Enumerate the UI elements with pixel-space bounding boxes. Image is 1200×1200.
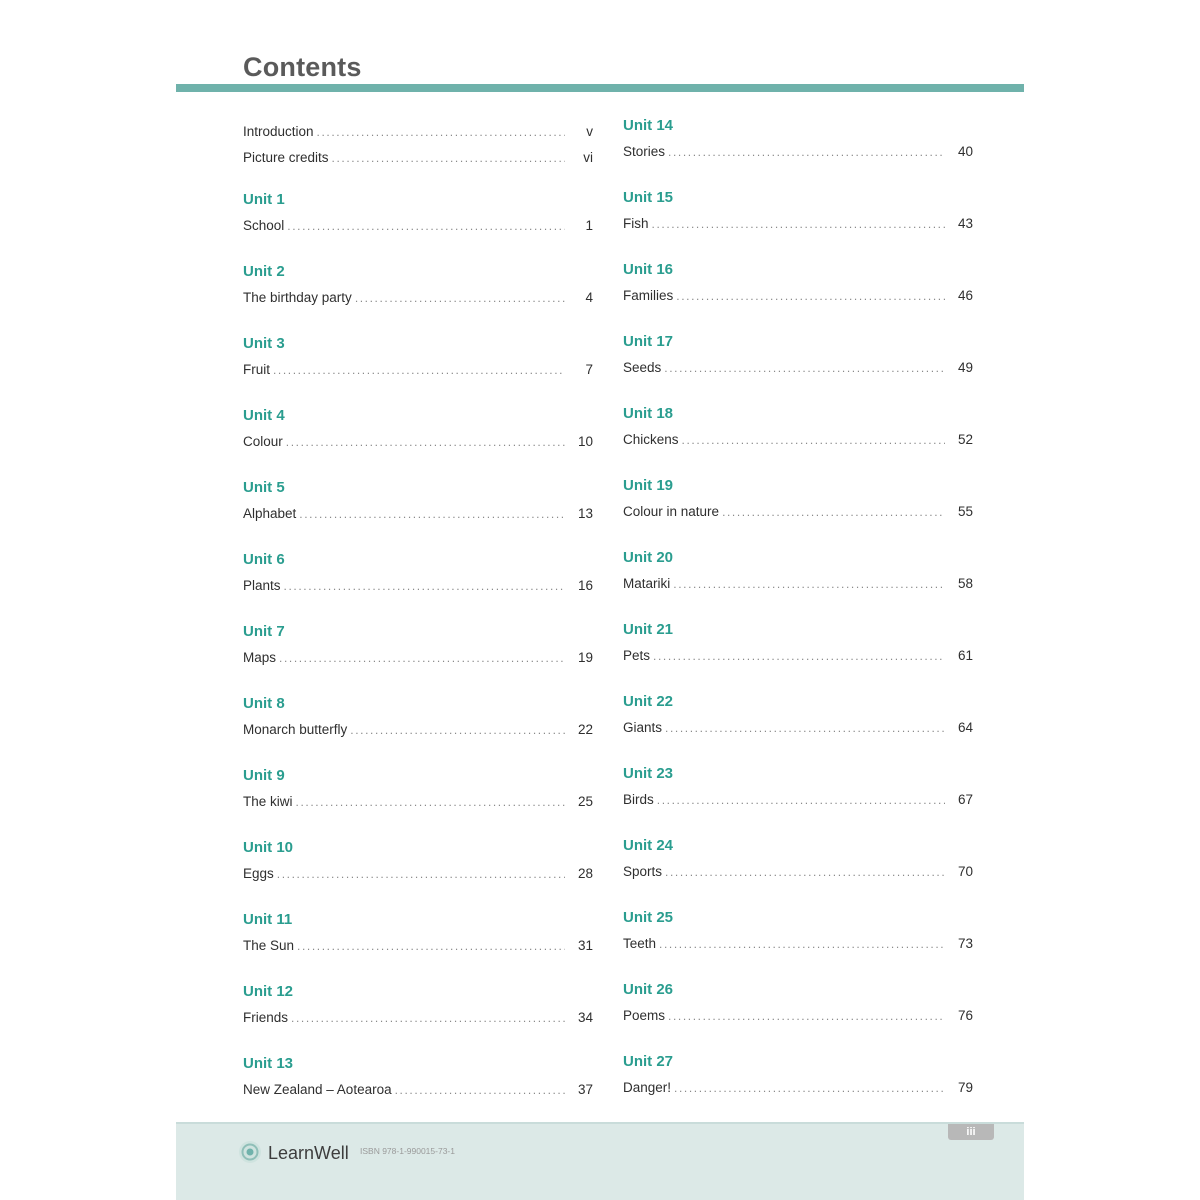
title-rule [176, 84, 1024, 92]
front-matter-entry[interactable] [243, 145, 593, 171]
entry-title: Picture credits [243, 150, 329, 165]
entry-page-number: 79 [957, 1080, 973, 1095]
contents-entry[interactable] [623, 787, 973, 813]
dot-leader [296, 789, 565, 815]
unit-heading: Unit 9 [243, 767, 285, 784]
dot-leader [350, 717, 565, 743]
entry-page-number: vi [583, 150, 593, 165]
unit-block [623, 761, 973, 813]
contents-entry[interactable] [243, 1005, 593, 1031]
contents-entry[interactable] [243, 213, 593, 239]
entry-title: Poems [623, 1008, 666, 1023]
entry-page-number: 52 [957, 432, 973, 447]
dot-leader [653, 643, 945, 669]
unit-block [243, 619, 593, 671]
entry-title: The birthday party [243, 290, 352, 305]
entry-title: The Sun [243, 938, 295, 953]
contents-entry[interactable] [623, 643, 973, 669]
entry-page-number: 61 [957, 648, 973, 663]
unit-heading: Unit 21 [623, 621, 674, 638]
unit-heading: Unit 22 [623, 693, 674, 710]
unit-block [623, 329, 973, 381]
unit-block [243, 259, 593, 311]
page-number-tab: iii [948, 1124, 994, 1140]
unit-block [243, 331, 593, 383]
page-title: Contents [243, 52, 362, 82]
entry-title: The kiwi [243, 794, 293, 809]
unit-block [623, 1049, 973, 1101]
entry-page-number: 37 [577, 1082, 593, 1097]
dot-leader [395, 1077, 565, 1103]
entry-title: Monarch butterfly [243, 722, 348, 737]
unit-heading: Unit 15 [623, 189, 674, 206]
contents-entry[interactable] [623, 427, 973, 453]
unit-block [243, 763, 593, 815]
unit-block [623, 113, 973, 165]
dot-leader [317, 119, 565, 145]
unit-heading: Unit 19 [623, 477, 674, 494]
unit-block [623, 977, 973, 1029]
dot-leader [299, 501, 565, 527]
unit-heading: Unit 18 [623, 405, 674, 422]
unit-block [623, 473, 973, 525]
contents-entry[interactable] [243, 429, 593, 455]
unit-block [243, 475, 593, 527]
unit-block [243, 187, 593, 239]
entry-title: Fish [623, 216, 649, 231]
entry-title: Colour in nature [623, 504, 720, 519]
unit-block [623, 905, 973, 957]
dot-leader [673, 571, 945, 597]
entry-page-number: 76 [957, 1008, 973, 1023]
unit-block [623, 185, 973, 237]
dot-leader [674, 1075, 945, 1101]
entry-page-number: 25 [577, 794, 593, 809]
entry-title: Alphabet [243, 506, 297, 521]
unit-heading: Unit 16 [623, 261, 674, 278]
front-matter-entry[interactable] [243, 119, 593, 145]
entry-page-number: 4 [585, 290, 593, 305]
unit-heading: Unit 1 [243, 191, 285, 208]
entry-page-number: 64 [957, 720, 973, 735]
unit-heading: Unit 12 [243, 983, 294, 1000]
unit-heading: Unit 26 [623, 981, 674, 998]
dot-leader [722, 499, 945, 525]
contents-entry[interactable] [623, 283, 973, 309]
contents-entry[interactable] [243, 501, 593, 527]
dot-leader [284, 573, 565, 599]
unit-block [623, 545, 973, 597]
contents-entry[interactable] [623, 1003, 973, 1029]
unit-block [243, 403, 593, 455]
unit-heading: Unit 13 [243, 1055, 294, 1072]
entry-page-number: 58 [957, 576, 973, 591]
dot-leader [657, 787, 945, 813]
entry-page-number: 55 [957, 504, 973, 519]
contents-entry[interactable] [243, 573, 593, 599]
contents-entry[interactable] [243, 645, 593, 671]
dot-leader [287, 213, 565, 239]
dot-leader [665, 859, 945, 885]
unit-block [243, 907, 593, 959]
entry-title: Chickens [623, 432, 679, 447]
entry-page-number: 43 [957, 216, 973, 231]
unit-block [623, 617, 973, 669]
contents-entry[interactable] [243, 1077, 593, 1103]
dot-leader [297, 933, 565, 959]
unit-heading: Unit 4 [243, 407, 285, 424]
unit-block [243, 547, 593, 599]
entry-title: Giants [623, 720, 663, 735]
isbn-text: ISBN 978-1-990015-73-1 [360, 1146, 455, 1156]
dot-leader [332, 145, 565, 171]
unit-block [623, 833, 973, 885]
entry-title: Matariki [623, 576, 671, 591]
contents-entry[interactable] [243, 357, 593, 383]
entry-page-number: 31 [577, 938, 593, 953]
unit-block [623, 689, 973, 741]
dot-leader [652, 211, 945, 237]
entry-page-number: 1 [585, 218, 593, 233]
entry-page-number: 49 [957, 360, 973, 375]
unit-heading: Unit 6 [243, 551, 285, 568]
dot-leader [668, 139, 945, 165]
contents-entry[interactable] [623, 139, 973, 165]
unit-heading: Unit 20 [623, 549, 674, 566]
dot-leader [668, 1003, 945, 1029]
contents-entry[interactable] [623, 355, 973, 381]
unit-heading: Unit 11 [243, 911, 293, 928]
contents-entry[interactable] [243, 933, 593, 959]
dot-leader [286, 429, 565, 455]
unit-heading: Unit 7 [243, 623, 285, 640]
unit-heading: Unit 14 [623, 117, 674, 134]
dot-leader [355, 285, 565, 311]
entry-page-number: 22 [577, 722, 593, 737]
contents-entry[interactable] [623, 499, 973, 525]
entry-page-number: 13 [577, 506, 593, 521]
unit-heading: Unit 25 [623, 909, 674, 926]
front-matter-list [243, 119, 593, 171]
brand-name: LearnWell [268, 1143, 349, 1163]
entry-title: Birds [623, 792, 654, 807]
dot-leader [273, 357, 565, 383]
entry-page-number: 10 [577, 434, 593, 449]
unit-block [243, 979, 593, 1031]
contents-entry[interactable] [623, 931, 973, 957]
dot-leader [676, 283, 945, 309]
entry-page-number: 16 [577, 578, 593, 593]
unit-block [243, 835, 593, 887]
entry-title: School [243, 218, 285, 233]
unit-block [243, 1051, 593, 1103]
dot-leader [659, 931, 945, 957]
entry-title: Fruit [243, 362, 270, 377]
unit-block [623, 401, 973, 453]
footer-divider [176, 1122, 1024, 1124]
entry-title: Sports [623, 864, 663, 879]
entry-title: Pets [623, 648, 651, 663]
unit-heading: Unit 23 [623, 765, 674, 782]
entry-title: Eggs [243, 866, 274, 881]
entry-title: Teeth [623, 936, 657, 951]
unit-block [243, 691, 593, 743]
entry-page-number: 40 [957, 144, 973, 159]
contents-entry[interactable] [243, 285, 593, 311]
entry-title: Plants [243, 578, 281, 593]
dot-leader [291, 1005, 565, 1031]
dot-leader [682, 427, 945, 453]
dot-leader [277, 861, 565, 887]
entry-title: Stories [623, 144, 666, 159]
dot-leader [664, 355, 945, 381]
entry-page-number: 73 [957, 936, 973, 951]
entry-title: New Zealand – Aotearoa [243, 1082, 392, 1097]
contents-entry[interactable] [623, 715, 973, 741]
dot-leader [279, 645, 565, 671]
contents-entry[interactable] [623, 211, 973, 237]
unit-heading: Unit 24 [623, 837, 674, 854]
unit-heading: Unit 5 [243, 479, 285, 496]
contents-entry[interactable] [243, 861, 593, 887]
unit-heading: Unit 17 [623, 333, 674, 350]
unit-heading: Unit 10 [243, 839, 294, 856]
entry-page-number: 46 [957, 288, 973, 303]
learnwell-logo-icon [238, 1140, 262, 1164]
contents-entry[interactable] [243, 789, 593, 815]
contents-entry[interactable] [623, 571, 973, 597]
entry-title: Introduction [243, 124, 314, 139]
unit-heading: Unit 8 [243, 695, 285, 712]
contents-entry[interactable] [243, 717, 593, 743]
entry-title: Seeds [623, 360, 662, 375]
unit-heading: Unit 2 [243, 263, 285, 280]
entry-title: Maps [243, 650, 277, 665]
entry-page-number: 7 [585, 362, 593, 377]
entry-title: Families [623, 288, 674, 303]
unit-heading: Unit 3 [243, 335, 285, 352]
entry-page-number: 34 [577, 1010, 593, 1025]
entry-page-number: v [586, 124, 593, 139]
entry-page-number: 19 [577, 650, 593, 665]
contents-entry[interactable] [623, 1075, 973, 1101]
dot-leader [665, 715, 945, 741]
contents-entry[interactable] [623, 859, 973, 885]
entry-title: Colour [243, 434, 283, 449]
entry-title: Danger! [623, 1080, 672, 1095]
unit-block [623, 257, 973, 309]
entry-title: Friends [243, 1010, 289, 1025]
entry-page-number: 28 [577, 866, 593, 881]
entry-page-number: 70 [957, 864, 973, 879]
unit-heading: Unit 27 [623, 1053, 674, 1070]
contents-page [176, 0, 1024, 1200]
entry-page-number: 67 [957, 792, 973, 807]
